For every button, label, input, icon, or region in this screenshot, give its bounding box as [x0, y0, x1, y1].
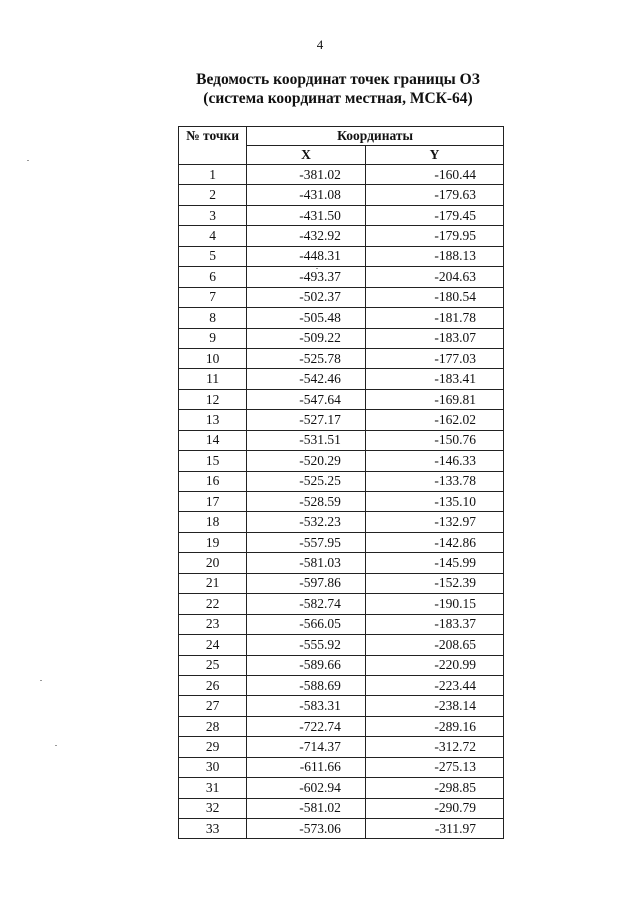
- point-number-cell: 9: [179, 328, 247, 348]
- title-line-1: Ведомость координат точек границы ОЗ: [196, 71, 480, 88]
- x-coordinate-cell: -505.48: [247, 308, 366, 328]
- y-coordinate-cell: -179.95: [365, 226, 503, 246]
- point-number-cell: 3: [179, 205, 247, 225]
- x-coordinate-cell: -547.64: [247, 389, 366, 409]
- x-coordinate-cell: -573.06: [247, 819, 366, 839]
- table-row: [179, 492, 504, 512]
- x-coordinate-cell: -432.92: [247, 226, 366, 246]
- table-row: [179, 594, 504, 614]
- y-coordinate-cell: -146.33: [365, 451, 503, 471]
- header-point-number: № точки: [179, 127, 247, 165]
- table-body: [179, 165, 504, 839]
- table-row: [179, 348, 504, 368]
- scan-speck: [27, 160, 29, 161]
- x-coordinate-cell: -525.78: [247, 348, 366, 368]
- header-x: X: [247, 146, 366, 165]
- table-row: [179, 430, 504, 450]
- scan-speck: [55, 745, 57, 746]
- y-coordinate-cell: -142.86: [365, 532, 503, 552]
- point-number-cell: 13: [179, 410, 247, 430]
- y-coordinate-cell: -238.14: [365, 696, 503, 716]
- header-y: Y: [365, 146, 503, 165]
- x-coordinate-cell: -431.50: [247, 205, 366, 225]
- point-number-cell: 33: [179, 819, 247, 839]
- page-number: 4: [316, 37, 324, 52]
- y-coordinate-cell: -312.72: [365, 737, 503, 757]
- x-coordinate-cell: -448.31: [247, 246, 366, 266]
- x-coordinate-cell: -542.46: [247, 369, 366, 389]
- point-number-cell: 17: [179, 492, 247, 512]
- y-coordinate-cell: -132.97: [365, 512, 503, 532]
- point-number-cell: 27: [179, 696, 247, 716]
- table-row: [179, 675, 504, 695]
- point-number-cell: 15: [179, 451, 247, 471]
- y-coordinate-cell: -188.13: [365, 246, 503, 266]
- table-row: [179, 716, 504, 736]
- point-number-cell: 6: [179, 267, 247, 287]
- y-coordinate-cell: -152.39: [365, 573, 503, 593]
- point-number-cell: 18: [179, 512, 247, 532]
- point-number-cell: 24: [179, 635, 247, 655]
- x-coordinate-cell: -581.02: [247, 798, 366, 818]
- table-row: [179, 287, 504, 307]
- table-row: [179, 532, 504, 552]
- x-coordinate-cell: -581.03: [247, 553, 366, 573]
- table-row: [179, 328, 504, 348]
- table-row: [179, 778, 504, 798]
- x-coordinate-cell: -555.92: [247, 635, 366, 655]
- point-number-cell: 5: [179, 246, 247, 266]
- table-row: [179, 389, 504, 409]
- y-coordinate-cell: -145.99: [365, 553, 503, 573]
- point-number-cell: 11: [179, 369, 247, 389]
- x-coordinate-cell: -566.05: [247, 614, 366, 634]
- table-row: [179, 308, 504, 328]
- y-coordinate-cell: -169.81: [365, 389, 503, 409]
- y-coordinate-cell: -135.10: [365, 492, 503, 512]
- table-row: [179, 737, 504, 757]
- table-row: [179, 267, 504, 287]
- table-row: [179, 512, 504, 532]
- y-coordinate-cell: -223.44: [365, 675, 503, 695]
- point-number-cell: 4: [179, 226, 247, 246]
- y-coordinate-cell: -275.13: [365, 757, 503, 777]
- header-coordinates: Координаты: [247, 127, 504, 146]
- x-coordinate-cell: -532.23: [247, 512, 366, 532]
- point-number-cell: 1: [179, 165, 247, 185]
- y-coordinate-cell: -150.76: [365, 430, 503, 450]
- table-row: [179, 205, 504, 225]
- x-coordinate-cell: -583.31: [247, 696, 366, 716]
- x-coordinate-cell: -531.51: [247, 430, 366, 450]
- table-row: [179, 185, 504, 205]
- y-coordinate-cell: -220.99: [365, 655, 503, 675]
- x-coordinate-cell: -582.74: [247, 594, 366, 614]
- point-number-cell: 10: [179, 348, 247, 368]
- x-coordinate-cell: -602.94: [247, 778, 366, 798]
- y-coordinate-cell: -289.16: [365, 716, 503, 736]
- table-row: [179, 410, 504, 430]
- coordinates-table: [178, 126, 504, 839]
- point-number-cell: 8: [179, 308, 247, 328]
- x-coordinate-cell: -597.86: [247, 573, 366, 593]
- x-coordinate-cell: -722.74: [247, 716, 366, 736]
- point-number-cell: 14: [179, 430, 247, 450]
- point-number-cell: 12: [179, 389, 247, 409]
- point-number-cell: 16: [179, 471, 247, 491]
- table-row: [179, 696, 504, 716]
- document-title: [0, 70, 640, 108]
- y-coordinate-cell: -183.37: [365, 614, 503, 634]
- y-coordinate-cell: -133.78: [365, 471, 503, 491]
- title-line-2: (система координат местная, МСК-64): [203, 90, 473, 107]
- y-coordinate-cell: -208.65: [365, 635, 503, 655]
- table-row: [179, 165, 504, 185]
- x-coordinate-cell: -557.95: [247, 532, 366, 552]
- point-number-cell: 26: [179, 675, 247, 695]
- table-row: [179, 614, 504, 634]
- x-coordinate-cell: -525.25: [247, 471, 366, 491]
- y-coordinate-cell: -181.78: [365, 308, 503, 328]
- table-row: [179, 635, 504, 655]
- table-row: [179, 451, 504, 471]
- table-row: [179, 573, 504, 593]
- y-coordinate-cell: -179.45: [365, 205, 503, 225]
- y-coordinate-cell: -177.03: [365, 348, 503, 368]
- point-number-cell: 25: [179, 655, 247, 675]
- point-number-cell: 19: [179, 532, 247, 552]
- x-coordinate-cell: -520.29: [247, 451, 366, 471]
- table-row: [179, 655, 504, 675]
- table-row: [179, 369, 504, 389]
- point-number-cell: 7: [179, 287, 247, 307]
- table-row: [179, 798, 504, 818]
- point-number-cell: 32: [179, 798, 247, 818]
- scan-speck: [40, 680, 42, 681]
- point-number-cell: 23: [179, 614, 247, 634]
- point-number-cell: 2: [179, 185, 247, 205]
- x-coordinate-cell: -431.08: [247, 185, 366, 205]
- point-number-cell: 30: [179, 757, 247, 777]
- point-number-cell: 20: [179, 553, 247, 573]
- y-coordinate-cell: -160.44: [365, 165, 503, 185]
- y-coordinate-cell: -311.97: [365, 819, 503, 839]
- y-coordinate-cell: -290.79: [365, 798, 503, 818]
- point-number-cell: 31: [179, 778, 247, 798]
- point-number-cell: 29: [179, 737, 247, 757]
- table-row: [179, 246, 504, 266]
- y-coordinate-cell: -183.41: [365, 369, 503, 389]
- y-coordinate-cell: -190.15: [365, 594, 503, 614]
- y-coordinate-cell: -298.85: [365, 778, 503, 798]
- table-row: [179, 757, 504, 777]
- table-row: [179, 553, 504, 573]
- table-row: [179, 819, 504, 839]
- x-coordinate-cell: -714.37: [247, 737, 366, 757]
- x-coordinate-cell: -381.02: [247, 165, 366, 185]
- x-coordinate-cell: -493.37: [247, 267, 366, 287]
- point-number-cell: 28: [179, 716, 247, 736]
- x-coordinate-cell: -527.17: [247, 410, 366, 430]
- x-coordinate-cell: -528.59: [247, 492, 366, 512]
- x-coordinate-cell: -611.66: [247, 757, 366, 777]
- y-coordinate-cell: -183.07: [365, 328, 503, 348]
- table-row: [179, 226, 504, 246]
- point-number-cell: 22: [179, 594, 247, 614]
- y-coordinate-cell: -180.54: [365, 287, 503, 307]
- point-number-cell: 21: [179, 573, 247, 593]
- x-coordinate-cell: -509.22: [247, 328, 366, 348]
- scan-speck: [316, 268, 318, 269]
- x-coordinate-cell: -589.66: [247, 655, 366, 675]
- y-coordinate-cell: -179.63: [365, 185, 503, 205]
- table-row: [179, 471, 504, 491]
- y-coordinate-cell: -204.63: [365, 267, 503, 287]
- x-coordinate-cell: -588.69: [247, 675, 366, 695]
- x-coordinate-cell: -502.37: [247, 287, 366, 307]
- y-coordinate-cell: -162.02: [365, 410, 503, 430]
- table-header-row: [179, 127, 504, 146]
